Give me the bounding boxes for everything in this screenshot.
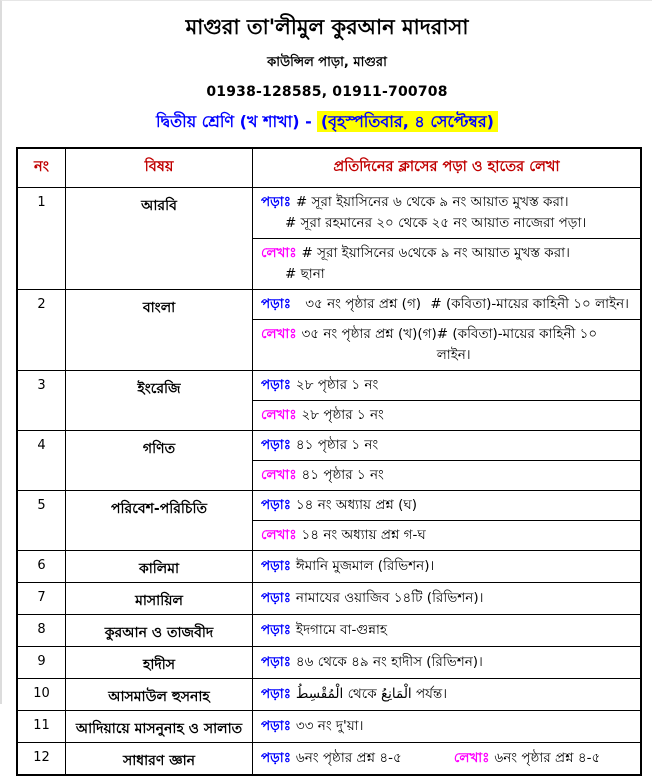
document-header: [2, 15, 652, 136]
lesson-text-right: # (কবিতা)-মায়ের কাহিনী ১০ লাইন।: [430, 296, 629, 313]
column-header-subject: বিষয়: [66, 148, 253, 188]
pora-section: [253, 188, 640, 238]
details-cell: [253, 615, 642, 647]
lesson-text: ৪১ পৃষ্ঠার ১ নং: [301, 467, 384, 484]
details-cell: [253, 188, 642, 290]
lesson-line: [261, 716, 632, 737]
details-cell: [253, 551, 642, 583]
school-name: মাগুরা তা'লীমুল কুরআন মাদরাসা: [185, 15, 469, 39]
lesson-text: ২৮ পৃষ্ঠার ১ নং: [295, 377, 379, 394]
inline-lesson-line: [253, 744, 640, 773]
subject-cell: পরিবেশ-পরিচিতি: [66, 491, 253, 551]
pora-entry: [261, 748, 454, 769]
row-number: 4: [17, 431, 66, 491]
row-number: 6: [17, 551, 66, 583]
subject-cell: কুরআন ও তাজবীদ: [66, 615, 253, 647]
lesson-text: # ছানা: [285, 266, 325, 283]
row-number: 12: [17, 743, 66, 776]
table-row: [17, 431, 641, 491]
class-section-label: দ্বিতীয় শ্রেণি (খ শাখা) -: [156, 112, 312, 132]
lesson-text: ইদগামে বা-গুন্নাহ: [295, 622, 387, 639]
table-row: [17, 371, 641, 431]
pora-label: পড়াঃ: [261, 654, 291, 671]
lesson-line: [261, 213, 632, 234]
pora-label: পড়াঃ: [261, 194, 291, 211]
row-number: 2: [17, 290, 66, 371]
lesson-text: # সূরা ইয়াসিনের ৬ থেকে ৯ নং আয়াত মুখস্ত করা।: [295, 194, 569, 211]
row-number: 5: [17, 491, 66, 551]
details-cell: [253, 647, 642, 679]
lesson-line: [261, 294, 632, 315]
details-cell: [253, 679, 642, 711]
lekha-label: লেখাঃ: [261, 245, 297, 262]
lesson-text: ৩৩ নং দু'য়া।: [295, 718, 364, 735]
row-number: 3: [17, 371, 66, 431]
details-cell: [253, 431, 642, 491]
row-number: 8: [17, 615, 66, 647]
lesson-text: ৪১ পৃষ্ঠার ১ নং: [295, 437, 379, 454]
lesson-table: [16, 147, 642, 776]
pora-label: পড়াঃ: [261, 750, 291, 767]
table-row: [17, 551, 641, 583]
lekha-section: [253, 400, 640, 430]
pora-section: [253, 680, 640, 709]
lekha-label: লেখাঃ: [453, 750, 490, 767]
subject-cell: আসমাউল হুসনাহ: [66, 679, 253, 711]
lesson-line: [261, 192, 632, 213]
table-header-row: [17, 148, 641, 188]
table-row: [17, 711, 641, 743]
lesson-line: [261, 556, 632, 577]
lesson-line: [261, 243, 632, 264]
lesson-line: [261, 652, 632, 673]
pora-section: [253, 290, 640, 319]
lekha-section: [253, 319, 640, 370]
lekha-section: [253, 238, 640, 289]
school-address: কাউন্সিল পাড়া, মাগুরা: [267, 55, 387, 71]
table-row: [17, 583, 641, 615]
lesson-line: [261, 588, 632, 609]
subject-cell: কালিমা: [66, 551, 253, 583]
subject-cell: মাসায়িল: [66, 583, 253, 615]
lesson-text: ৬নং পৃষ্ঠার প্রশ্ন ৪-৫: [494, 750, 601, 767]
details-cell: [253, 583, 642, 615]
pora-section: [253, 648, 640, 677]
lesson-line: [261, 465, 632, 486]
table-row: [17, 679, 641, 711]
pora-section: [253, 552, 640, 581]
pora-label: পড়াঃ: [261, 590, 291, 607]
subject-cell: হাদীস: [66, 647, 253, 679]
pora-section: [253, 712, 640, 741]
lesson-line: [261, 405, 632, 426]
pora-label: পড়াঃ: [261, 437, 291, 454]
table-row: [17, 647, 641, 679]
subject-cell: বাংলা: [66, 290, 253, 371]
pora-label: পড়াঃ: [261, 497, 291, 514]
lesson-line: [261, 620, 632, 641]
lekha-label: লেখাঃ: [261, 527, 297, 544]
lesson-text: ৩৫ নং পৃষ্ঠার প্রশ্ন (গ): [305, 296, 422, 313]
pora-label: পড়াঃ: [261, 558, 291, 575]
pora-section: [253, 491, 640, 520]
lesson-text: নামাযের ওয়াজিব ১৪টি (রিভিশন)।: [295, 590, 484, 607]
lesson-text: # সূরা ইয়াসিনের ৬থেকে ৯ নং আয়াত মুখস্ত করা।: [301, 245, 570, 262]
details-cell: [253, 491, 642, 551]
table-row: [17, 491, 641, 551]
details-cell: [253, 743, 642, 776]
pora-section: [253, 371, 640, 400]
subject-cell: আদিয়ায়ে মাসনুনাহ ও সালাত: [66, 711, 253, 743]
details-cell: [253, 290, 642, 371]
lesson-text: ৬নং পৃষ্ঠার প্রশ্ন ৪-৫: [295, 750, 402, 767]
column-header-number: নং: [17, 148, 66, 188]
pora-label: পড়াঃ: [261, 622, 291, 639]
lesson-text: ১৪ নং অধ্যায় প্রশ্ন গ-ঘ: [301, 527, 426, 544]
subject-cell: ইংরেজি: [66, 371, 253, 431]
pora-label: পড়াঃ: [261, 296, 291, 313]
lesson-text: ১৪ নং অধ্যায় প্রশ্ন (ঘ): [295, 497, 417, 514]
table-row: [17, 188, 641, 290]
date-highlight: (বৃহস্পতিবার, ৪ সেপ্টেম্বর): [317, 111, 498, 132]
subject-cell: গণিত: [66, 431, 253, 491]
table-row: [17, 615, 641, 647]
table-body: [17, 188, 641, 776]
lekha-entry: [454, 748, 600, 769]
lesson-line: [261, 264, 632, 285]
row-number: 10: [17, 679, 66, 711]
row-number: 11: [17, 711, 66, 743]
table-row: [17, 290, 641, 371]
lekha-label: লেখাঃ: [261, 467, 297, 484]
lesson-line: [261, 435, 632, 456]
details-cell: [253, 711, 642, 743]
lesson-line: [261, 525, 632, 546]
column-header-details: প্রতিদিনের ক্লাসের পড়া ও হাতের লেখা: [253, 148, 642, 188]
lesson-text: ৩৫ নং পৃষ্ঠার প্রশ্ন (খ)(গ): [301, 326, 437, 343]
lesson-line: [261, 375, 632, 396]
class-date-line: [2, 109, 652, 136]
phone-numbers: 01938-128585, 01911-700708: [206, 84, 448, 101]
subject-cell: সাধারণ জ্ঞান: [66, 743, 253, 776]
pora-label: পড়াঃ: [261, 686, 291, 703]
lesson-text: ঈমানি মুজমাল (রিভিশন)।: [295, 558, 435, 575]
lesson-text-right: # (কবিতা)-মায়ের কাহিনী ১০ লাইন।: [436, 326, 598, 364]
pora-label: পড়াঃ: [261, 377, 291, 394]
lesson-line: [261, 684, 632, 705]
lesson-line: [261, 324, 632, 366]
pora-section: [253, 616, 640, 645]
lesson-text: # সূরা রহমানের ২০ থেকে ২৫ নং আয়াত নাজেরা পড়া।: [285, 215, 587, 232]
pora-label: পড়াঃ: [261, 718, 291, 735]
lekha-section: [253, 520, 640, 550]
row-number: 7: [17, 583, 66, 615]
details-cell: [253, 371, 642, 431]
lesson-text: ৪৬ থেকে ৪৯ নং হাদীস (রিভিশন)।: [295, 654, 483, 671]
lesson-text: الْمُقْسِطُ থেকে الْمَانِعُ পর্যন্ত।: [295, 686, 448, 703]
lesson-line: [261, 495, 632, 516]
lekha-section: [253, 460, 640, 490]
subject-cell: আরবি: [66, 188, 253, 290]
table-row: [17, 743, 641, 776]
row-number: 9: [17, 647, 66, 679]
lekha-label: লেখাঃ: [261, 326, 297, 343]
lekha-label: লেখাঃ: [261, 407, 297, 424]
pora-section: [253, 584, 640, 613]
pora-section: [253, 431, 640, 460]
lesson-text: ২৮ পৃষ্ঠার ১ নং: [301, 407, 384, 424]
row-number: 1: [17, 188, 66, 290]
